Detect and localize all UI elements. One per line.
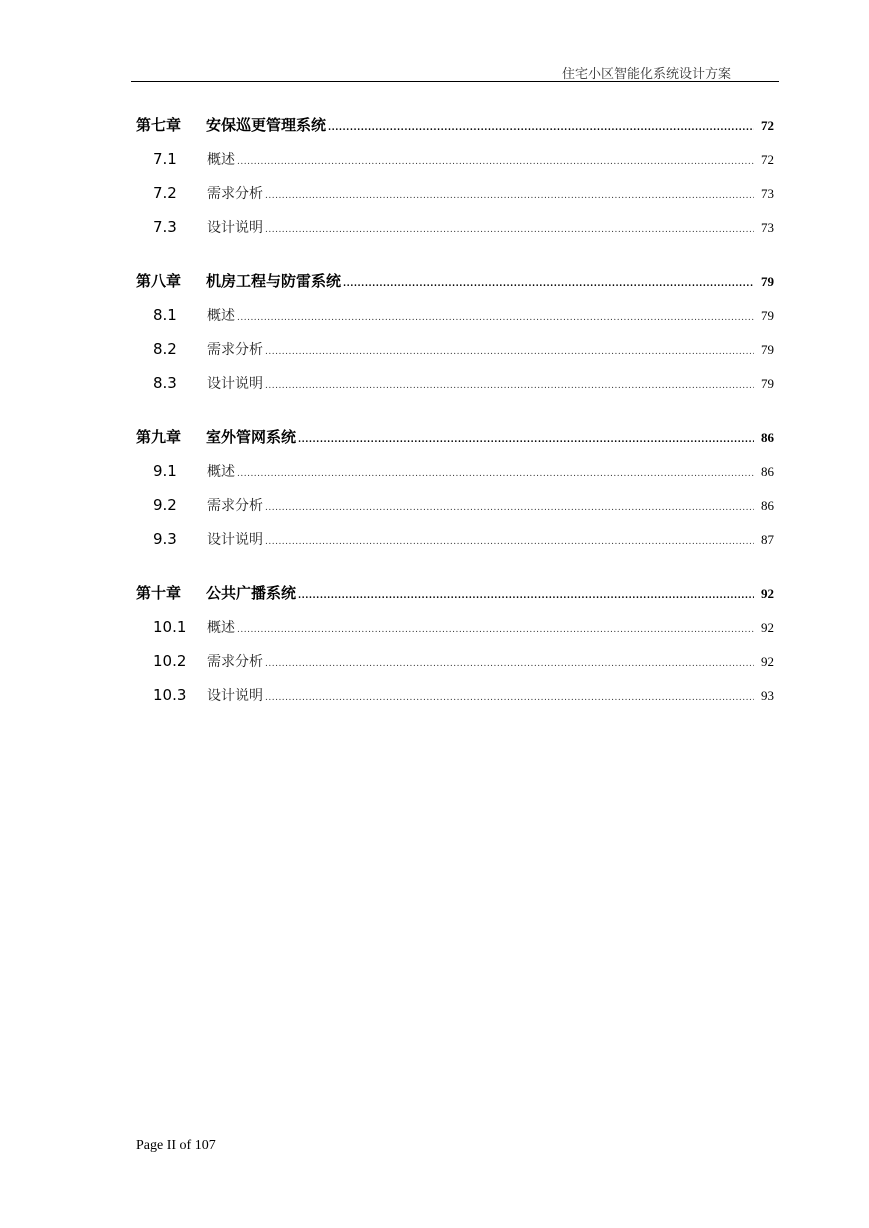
chapter-title: 公共广播系统 (206, 584, 297, 602)
page-number: 86 (761, 430, 774, 445)
section-title: 设计说明 (207, 688, 263, 704)
page-number: 87 (761, 532, 774, 547)
toc-chapter-entry[interactable] (136, 576, 774, 610)
toc-chapter-10 (136, 576, 774, 712)
page-number: 93 (761, 688, 774, 703)
page-number: 79 (761, 342, 774, 357)
section-title: 需求分析 (207, 186, 263, 202)
dot-leader (328, 111, 754, 145)
toc-chapter-7 (136, 108, 774, 244)
chapter-title: 室外管网系统 (206, 428, 297, 446)
dot-leader (237, 613, 754, 647)
toc-chapter-9 (136, 420, 774, 556)
page-number: 79 (761, 308, 774, 323)
table-of-contents (136, 108, 774, 732)
page-number: 86 (761, 498, 774, 513)
dot-leader (265, 213, 754, 247)
section-number: 10.1 (153, 618, 187, 636)
toc-section-entry[interactable] (136, 522, 774, 556)
toc-chapter-entry[interactable] (136, 264, 774, 298)
page-number: 92 (761, 654, 774, 669)
page-number: 73 (761, 186, 774, 201)
dot-leader (298, 423, 754, 457)
page-number: 73 (761, 220, 774, 235)
toc-section-entry[interactable] (136, 176, 774, 210)
page-number: 79 (761, 274, 774, 289)
page-number: 92 (761, 620, 774, 635)
dot-leader (298, 579, 754, 613)
toc-chapter-entry[interactable] (136, 420, 774, 454)
dot-leader (265, 647, 754, 681)
page-number: 92 (761, 586, 774, 601)
page-footer: Page II of 107 (136, 1138, 216, 1153)
chapter-number: 第十章 (136, 584, 182, 602)
section-number: 9.1 (153, 462, 177, 480)
section-title: 设计说明 (207, 220, 263, 236)
section-title: 概述 (207, 308, 235, 324)
section-number: 8.2 (153, 340, 177, 358)
toc-section-entry[interactable] (136, 610, 774, 644)
section-number: 10.3 (153, 686, 187, 704)
toc-section-entry[interactable] (136, 488, 774, 522)
section-number: 10.2 (153, 652, 187, 670)
chapter-number: 第八章 (136, 272, 182, 290)
dot-leader (265, 369, 754, 403)
toc-section-entry[interactable] (136, 142, 774, 176)
toc-section-entry[interactable] (136, 332, 774, 366)
toc-section-entry[interactable] (136, 678, 774, 712)
toc-chapter-entry[interactable] (136, 108, 774, 142)
chapter-number: 第九章 (136, 428, 182, 446)
section-number: 7.2 (153, 184, 177, 202)
section-title: 需求分析 (207, 654, 263, 670)
section-number: 8.3 (153, 374, 177, 392)
section-title: 概述 (207, 464, 235, 480)
section-number: 9.2 (153, 496, 177, 514)
chapter-title: 安保巡更管理系统 (206, 116, 327, 134)
section-title: 设计说明 (207, 376, 263, 392)
toc-section-entry[interactable] (136, 366, 774, 400)
section-number: 7.1 (153, 150, 177, 168)
section-number: 7.3 (153, 218, 177, 236)
toc-section-entry[interactable] (136, 454, 774, 488)
section-title: 设计说明 (207, 532, 263, 548)
toc-section-entry[interactable] (136, 298, 774, 332)
dot-leader (237, 301, 754, 335)
dot-leader (237, 457, 754, 491)
page-number: 79 (761, 376, 774, 391)
toc-chapter-8 (136, 264, 774, 400)
dot-leader (237, 145, 754, 179)
toc-section-entry[interactable] (136, 210, 774, 244)
section-title: 概述 (207, 152, 235, 168)
section-number: 8.1 (153, 306, 177, 324)
dot-leader (343, 267, 754, 301)
page-number: 72 (761, 118, 774, 133)
header-title: 住宅小区智能化系统设计方案 (561, 67, 731, 82)
section-title: 概述 (207, 620, 235, 636)
page-header (131, 60, 779, 82)
dot-leader (265, 179, 754, 213)
section-title: 需求分析 (207, 342, 263, 358)
chapter-number: 第七章 (136, 116, 182, 134)
toc-section-entry[interactable] (136, 644, 774, 678)
section-number: 9.3 (153, 530, 177, 548)
dot-leader (265, 525, 754, 559)
dot-leader (265, 335, 754, 369)
page-number: 72 (761, 152, 774, 167)
chapter-title: 机房工程与防雷系统 (206, 272, 342, 290)
dot-leader (265, 491, 754, 525)
dot-leader (265, 681, 754, 715)
section-title: 需求分析 (207, 498, 263, 514)
page-number: 86 (761, 464, 774, 479)
